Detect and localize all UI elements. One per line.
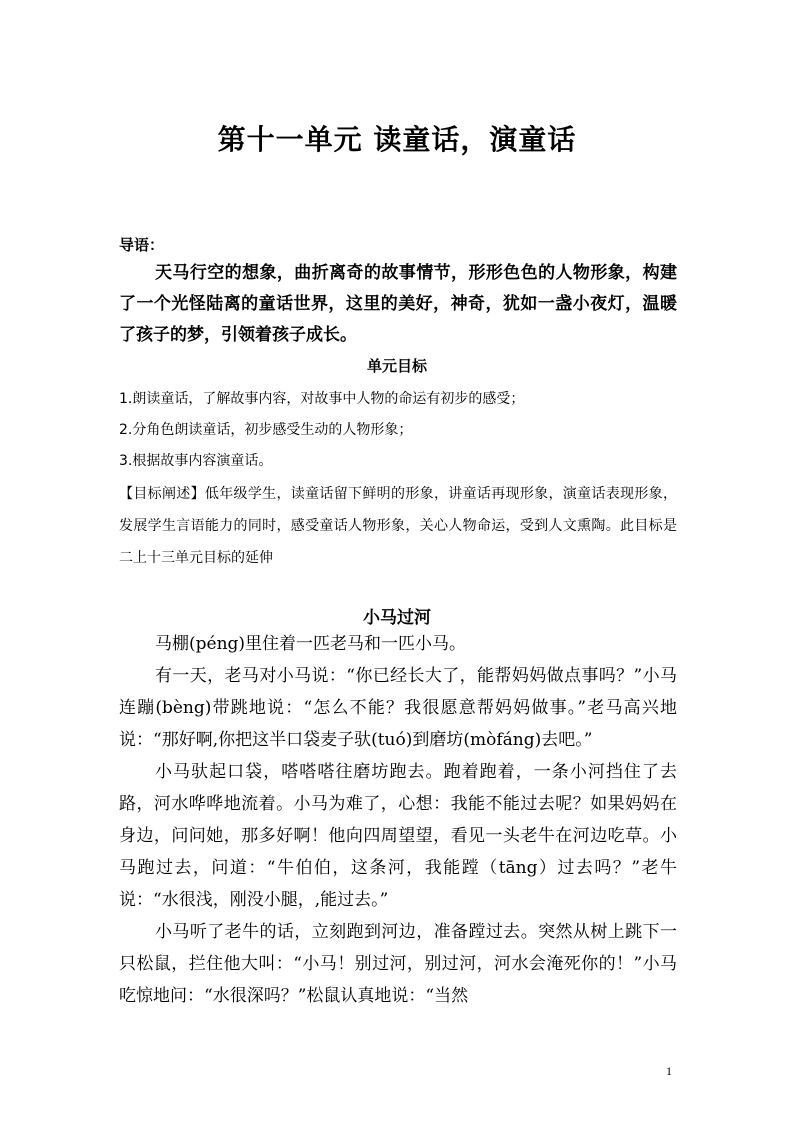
intro-paragraph: 天马行空的想象，曲折离奇的故事情节，形形色色的人物形象，构建了一个光怪陆离的童话世界，这里的美好，神奇，犹如一盏小夜灯，温暖了孩子的梦，引领着孩子成长。 [119,263,677,345]
story-paragraph: 有一天，老马对小马说：“你已经长大了，能帮妈妈做点事吗？”小马连蹦(bèng)带跳地说：“怎么不能？我很愿意帮妈妈做事。”老马高兴地说：“那好啊,你把这半口袋麦子驮(tuó)到磨坊(mòfáng)去吧。” [119,666,677,750]
page-number: 1 [666,1064,672,1078]
story-title: 小马过河 [363,608,431,628]
unit-goals-heading: 单元目标 [366,357,427,375]
story-paragraph: 小马驮起口袋，嗒嗒嗒往磨坊跑去。跑着跑着，一条小河挡住了去路，河水哗哗地流着。小马为难了，心想：我能不能过去呢？如果妈妈在身边，问问她，那多好啊！他向四周望望，看见一头老牛在河边吃草。小马跑过去，问道：“牛伯伯，这条河，我能蹚（tāng）过去吗？”老牛说：“水很浅，刚没小腿，,能过去。” [119,762,677,910]
story-paragraph: 小马听了老牛的话，立刻跑到河边，准备蹚过去。突然从树上跳下一只松鼠，拦住他大叫：“小马！别过河，别过河，河水会淹死你的！”小马吃惊地问：“水很深吗？”松鼠认真地说：“当然 [119,922,677,1006]
goal-description: 【目标阐述】低年级学生，读童话留下鲜明的形象，讲童话再现形象，演童话表现形象，发展学生言语能力的同时，感受童话人物形象，关心人物命运，受到人文熏陶。此目标是二上十三单元目标的延伸 [119,486,677,566]
goal-item: 3.根据故事内容演童话。 [119,453,273,469]
story-paragraph: 马棚(péng)里住着一匹老马和一匹小马。 [155,634,467,654]
page-title: 第十一单元 读童话，演童话 [217,123,577,156]
goals-list [119,384,679,477]
intro-label: 导语： [119,236,165,254]
goal-item: 1.朗读童话，了解故事内容，对故事中人物的命运有初步的感受； [119,391,525,407]
goal-item: 2.分角色朗读童话，初步感受生动的人物形象； [119,422,413,438]
story-body [119,628,677,1012]
